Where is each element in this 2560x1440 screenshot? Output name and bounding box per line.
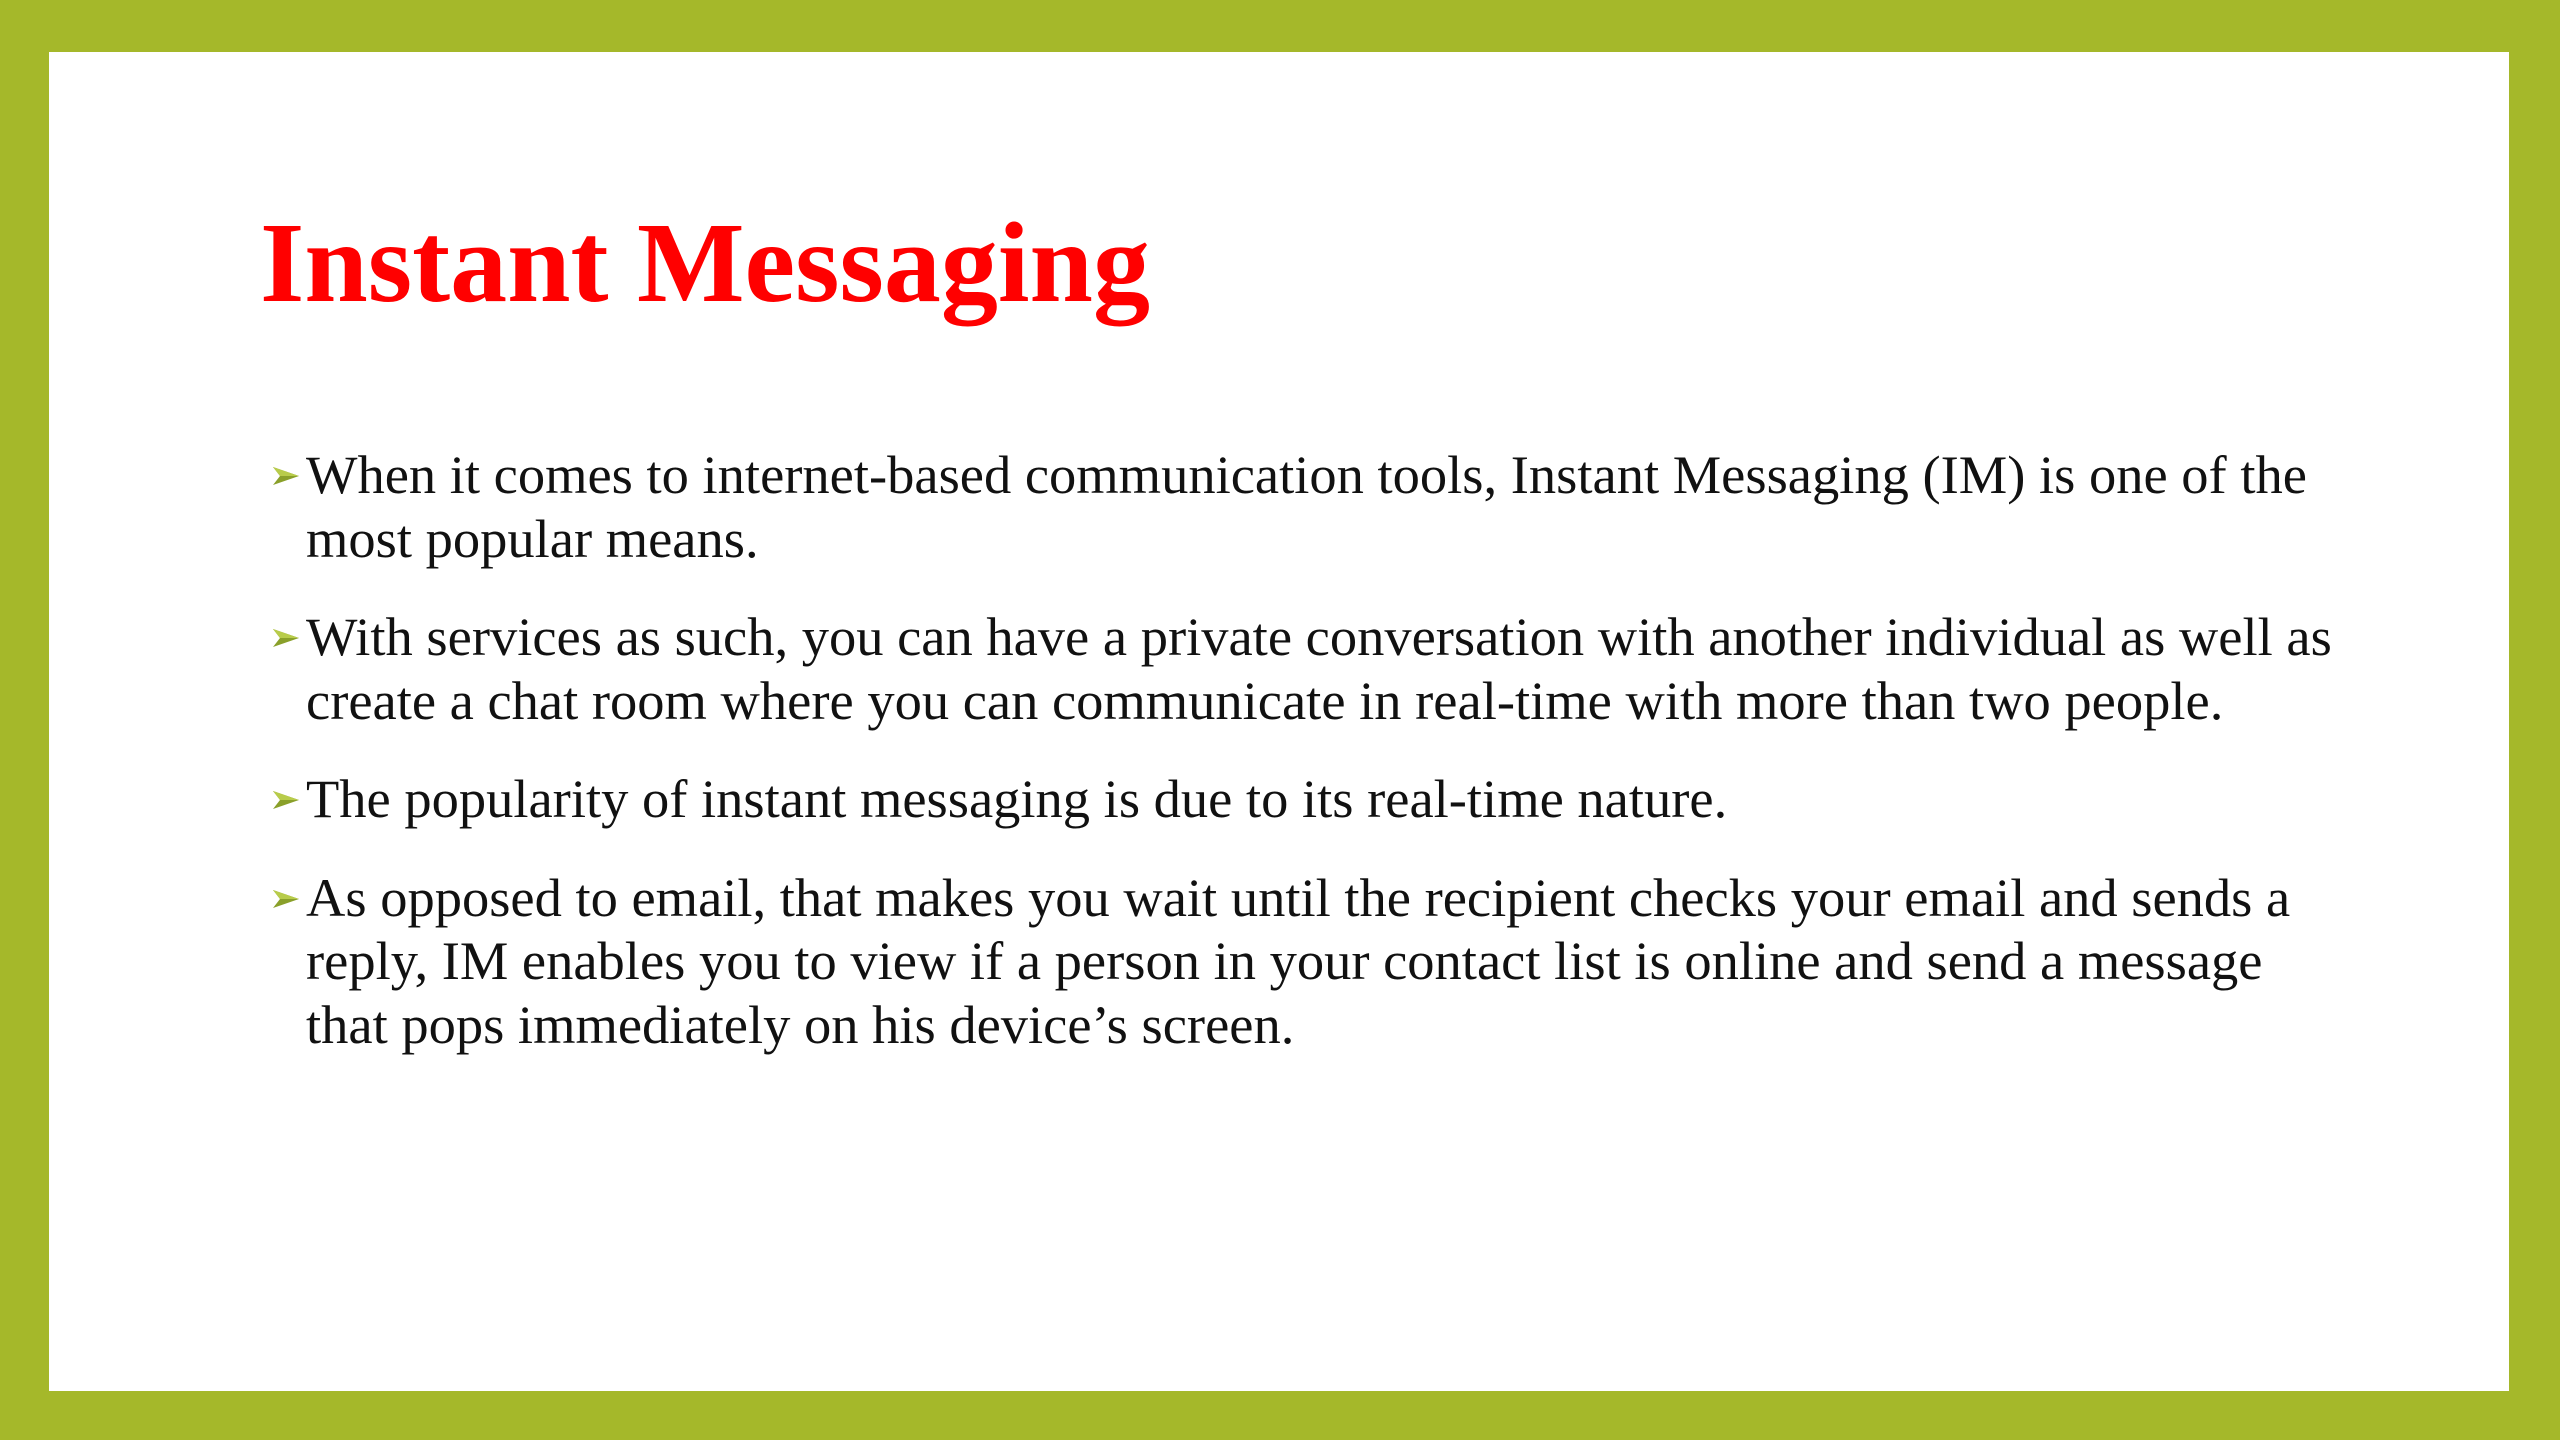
bullet-item (271, 866, 2351, 1057)
arrow-bullet-icon (271, 888, 301, 910)
slide (49, 52, 2509, 1391)
arrow-bullet-icon (271, 465, 301, 487)
arrow-bullet-icon (271, 627, 301, 649)
bullet-text: As opposed to email, that makes you wait until the recipient checks your email and sends a reply, IM enables you to view if a person in your contact list is online and send a message that pops immediately on his device’s screen. (306, 866, 2291, 1055)
bullet-item (271, 443, 2351, 570)
bullet-item (271, 767, 2351, 831)
bullet-list (271, 443, 2351, 1091)
arrow-bullet-icon (271, 789, 301, 811)
slide-title: Instant Messaging (260, 199, 1150, 326)
bullet-text: With services as such, you can have a private conversation with another individual as well as create a chat room where you can communicate in real-time with more than two people. (306, 606, 2332, 731)
bullet-item (271, 605, 2351, 732)
bullet-text: When it comes to internet-based communication tools, Instant Messaging (IM) is one of the most popular means. (306, 444, 2307, 569)
bullet-text: The popularity of instant messaging is due to its real-time nature. (306, 768, 1728, 829)
